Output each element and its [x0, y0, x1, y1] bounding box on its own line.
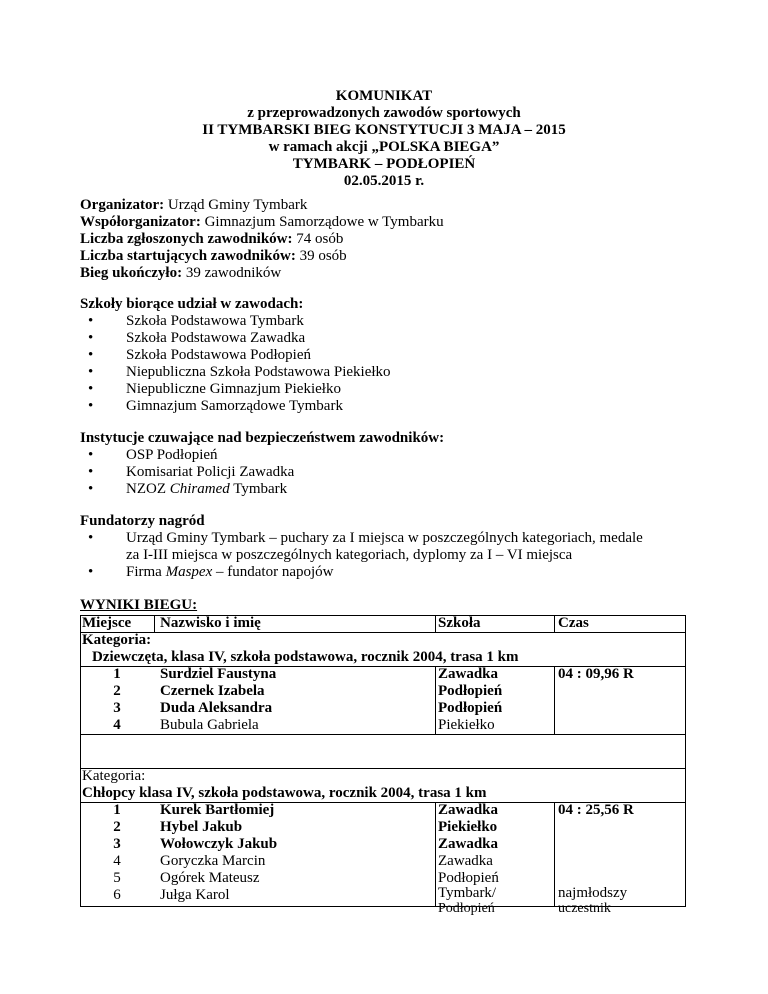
place-cell: 4 [113, 853, 121, 869]
category-label: Kategoria: [82, 632, 152, 648]
school-item: Szkoła Podstawowa Podłopień [126, 347, 311, 363]
name-cell: Surdziel Faustyna [160, 666, 277, 682]
route-line: TYMBARK – PODŁOPIEŃ [292, 156, 476, 172]
name-cell: Kurek Bartłomiej [160, 802, 275, 818]
category-label: Kategoria: [82, 768, 146, 784]
school-item: Niepubliczne Gimnazjum Piekiełko [126, 381, 341, 397]
place-cell: 1 [113, 802, 121, 818]
school-item: Gimnazjum Samorządowe Tymbark [126, 398, 343, 414]
place-cell: 5 [113, 870, 121, 886]
school-cell: Tymbark/ [438, 885, 497, 901]
info-label: Organizator: [80, 197, 165, 213]
name-cell: Goryczka Marcin [160, 853, 266, 869]
school-cell: Podłopień [438, 700, 503, 716]
place-cell: 3 [113, 700, 121, 716]
col-header-time: Czas [558, 615, 589, 631]
safety-item: OSP Podłopień [126, 447, 218, 463]
info-label: Współorganizator: [80, 214, 201, 230]
name-cell: Jułga Karol [160, 887, 230, 903]
info-value: 39 zawodników [182, 265, 282, 281]
col-header-place: Miejsce [82, 615, 132, 631]
bullet-icon: • [88, 398, 94, 414]
note-cell: najmłodszy [558, 885, 628, 901]
bullet-icon: • [88, 530, 94, 546]
school-item: Szkoła Podstawowa Tymbark [126, 313, 304, 329]
sponsors-heading: Fundatorzy nagród [80, 513, 205, 529]
school-cell: Piekiełko [438, 717, 495, 733]
info-label: Bieg ukończyło: [80, 265, 183, 281]
place-cell: 2 [113, 683, 121, 699]
place-cell: 3 [113, 836, 121, 852]
event-name: II TYMBARSKI BIEG KONSTYTUCJI 3 MAJA – 2015 [202, 122, 566, 138]
name-cell: Duda Aleksandra [160, 700, 273, 716]
bullet-icon: • [88, 347, 94, 363]
results-heading: WYNIKI BIEGU: [80, 597, 198, 613]
doc-title: KOMUNIKAT [335, 88, 433, 104]
school-cell: Zawadka [438, 802, 499, 818]
bullet-icon: • [88, 481, 94, 497]
doc-subtitle: z przeprowadzonych zawodów sportowych [247, 105, 521, 121]
category-desc: Dziewczęta, klasa IV, szkoła podstawowa, rocznik 2004, trasa 1 km [92, 649, 519, 665]
bullet-icon: • [88, 330, 94, 346]
results-table [80, 615, 686, 916]
name-cell: Bubula Gabriela [160, 717, 259, 733]
school-cell: Piekiełko [438, 819, 498, 835]
place-cell: 4 [113, 717, 121, 733]
col-header-name: Nazwisko i imię [160, 615, 261, 631]
category-desc: Chłopcy klasa IV, szkoła podstawowa, rocznik 2004, trasa 1 km [82, 785, 487, 801]
campaign-line: w ramach akcji „POLSKA BIEGA” [268, 139, 500, 155]
sponsor-item-line2: za I-III miejsca w poszczególnych kategoriach, dyplomy za I – VI miejsca [126, 547, 573, 563]
school-cell-cont: Podłopień [438, 901, 495, 916]
info-label: Liczba startujących zawodników: [80, 248, 296, 264]
time-cell: 04 : 25,56 R [558, 802, 634, 818]
event-date: 02.05.2015 r. [343, 173, 425, 189]
col-header-school: Szkoła [438, 615, 481, 631]
name-cell: Hybel Jakub [160, 819, 243, 835]
school-cell: Zawadka [438, 853, 493, 869]
schools-heading: Szkoły biorące udział w zawodach: [80, 296, 304, 312]
sponsor-item-2: Firma Maspex – fundator napojów [126, 564, 334, 580]
bullet-icon: • [88, 364, 94, 380]
bullet-icon: • [88, 313, 94, 329]
school-cell: Podłopień [438, 683, 503, 699]
safety-item: NZOZ Chiramed Tymbark [126, 481, 288, 497]
bullet-icon: • [88, 564, 94, 580]
name-cell: Czernek Izabela [160, 683, 265, 699]
bullet-icon: • [88, 464, 94, 480]
info-registered [80, 231, 343, 248]
note-cell-cont: uczestnik [558, 901, 611, 916]
school-cell: Zawadka [438, 666, 499, 682]
info-coorganizer [80, 214, 444, 231]
time-cell: 04 : 09,96 R [558, 666, 634, 682]
bullet-icon: • [88, 447, 94, 463]
place-cell: 6 [113, 887, 121, 903]
sponsor-item-line1: Urząd Gminy Tymbark – puchary za I miejsca w poszczególnych kategoriach, medale [126, 530, 643, 546]
info-value: 39 osób [295, 248, 347, 264]
school-item: Niepubliczna Szkoła Podstawowa Piekiełko [126, 364, 391, 380]
safety-heading: Instytucje czuwające nad bezpieczeństwem zawodników: [80, 430, 445, 446]
info-finished [80, 265, 281, 282]
place-cell: 1 [113, 666, 121, 682]
school-cell: Podłopień [438, 870, 499, 886]
place-cell: 2 [113, 819, 121, 835]
info-value: 74 osób [292, 231, 344, 247]
bullet-icon: • [88, 381, 94, 397]
info-value: Gimnazjum Samorządowe w Tymbarku [200, 214, 444, 230]
info-label: Liczba zgłoszonych zawodników: [80, 231, 293, 247]
info-value: Urząd Gminy Tymbark [164, 197, 308, 213]
info-organizer [80, 197, 307, 214]
school-cell: Zawadka [438, 836, 499, 852]
safety-item: Komisariat Policji Zawadka [126, 464, 295, 480]
name-cell: Ogórek Mateusz [160, 870, 260, 886]
name-cell: Wołowczyk Jakub [160, 836, 278, 852]
info-started [80, 248, 347, 265]
school-item: Szkoła Podstawowa Zawadka [126, 330, 306, 346]
